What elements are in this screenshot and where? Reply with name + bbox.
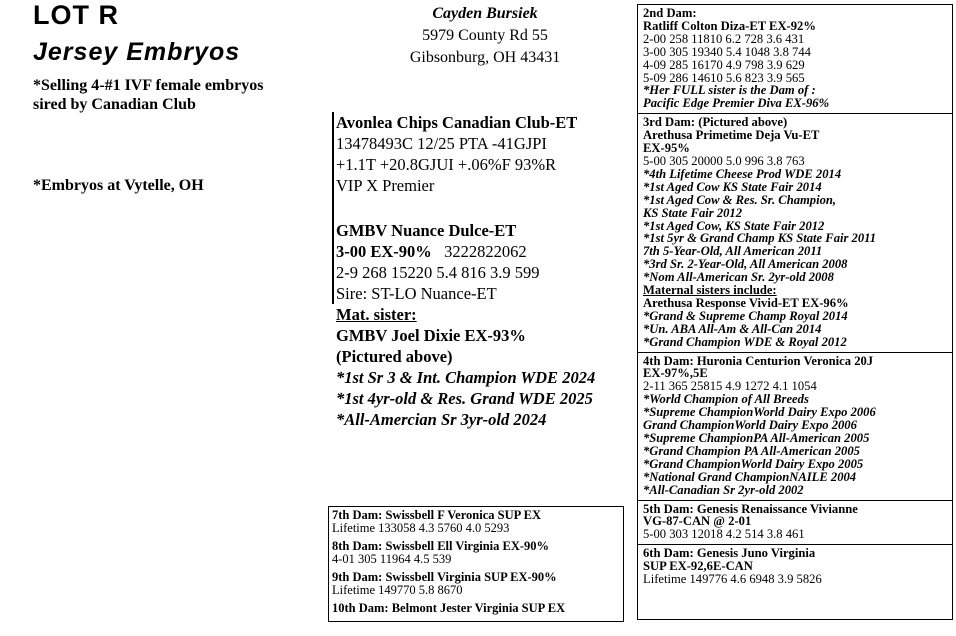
ancestor-title: 8th Dam: Swissbell Ell Virginia EX-90% <box>332 539 550 553</box>
consignor-city: Gibsonburg, OH 43431 <box>409 49 561 66</box>
lot-description-line: *Selling 4-#1 IVF female embryos <box>33 77 264 94</box>
mat-sister-award: *1st Sr 3 & Int. Champion WDE 2024 <box>336 368 596 387</box>
dam-block <box>332 220 595 304</box>
mat-sister-block <box>332 304 595 430</box>
fifth-dam-class: VG-87-CAN @ 2-01 <box>643 514 752 529</box>
fourth-dam-award: *Supreme ChampionPA All-American 2005 <box>643 431 870 445</box>
sire-name: Avonlea Chips Canadian Club-ET <box>336 113 578 132</box>
mat-sister-award: *All-Amercian Sr 3yr-old 2024 <box>336 410 547 429</box>
maternal-sister-award: *Grand Champion WDE & Royal 2012 <box>643 334 847 349</box>
second-dam-record: 4-09 285 16170 4.9 798 3.9 629 <box>643 57 805 72</box>
embryo-location: *Embryos at Vytelle, OH <box>33 177 204 194</box>
consignor-block <box>395 3 575 69</box>
maternal-sisters-label: Maternal sisters include: <box>643 283 777 298</box>
sire-line: VIP X Premier <box>336 176 435 195</box>
third-dam-award: KS State Fair 2012 <box>643 205 743 220</box>
third-dam-award: 7th 5-Year-Old, All American 2011 <box>643 244 823 259</box>
ancestor-entry <box>332 602 623 615</box>
lot-title: LOT R <box>33 0 119 30</box>
ancestor-record: Lifetime 149770 5.8 8670 <box>332 583 463 597</box>
third-dam-award: *1st Aged Cow & Res. Sr. Champion, <box>643 192 837 207</box>
ancestor-title: 9th Dam: Swissbell Virginia SUP EX-90% <box>332 570 557 584</box>
fourth-dam-record: 2-11 365 25815 4.9 1272 4.1 1054 <box>643 379 817 394</box>
mat-sister-award: *1st 4yr-old & Res. Grand WDE 2025 <box>336 389 593 408</box>
maternal-sister-award: *Un. ABA All-Am & All-Can 2014 <box>643 321 822 336</box>
third-dam-award: *1st 5yr & Grand Champ KS State Fair 2011 <box>643 231 877 246</box>
maternal-sister-name: Arethusa Response Vivid-ET EX-96% <box>643 295 849 310</box>
fourth-dam-award: *Supreme ChampionWorld Dairy Expo 2006 <box>643 405 876 420</box>
ancestor-title: 7th Dam: Swissbell F Veronica SUP EX <box>332 508 542 522</box>
dam-line: 2-9 268 15220 5.4 816 3.9 599 <box>336 263 540 282</box>
fourth-dam-class: EX-97%,5E <box>643 366 708 381</box>
consignor-name: Cayden Bursiek <box>432 5 538 22</box>
second-dam-note: *Her FULL sister is the Dam of : <box>643 83 816 98</box>
dam-class-line <box>336 241 595 262</box>
maternal-sister-award: *Grand & Supreme Champ Royal 2014 <box>643 308 848 323</box>
ancestor-entry <box>332 509 623 535</box>
lot-description <box>33 76 263 114</box>
third-dam-award: *1st Aged Cow, KS State Fair 2012 <box>643 218 825 233</box>
divider <box>638 500 953 501</box>
fourth-dam-award: *Grand ChampionWorld Dairy Expo 2005 <box>643 456 864 471</box>
second-dam-record: 2-00 258 11810 6.2 728 3.6 431 <box>643 31 805 46</box>
fourth-dam-award: *National Grand ChampionNAILE 2004 <box>643 469 857 484</box>
mat-sister-note: (Pictured above) <box>336 347 453 366</box>
consignor-address: 5979 County Rd 55 <box>422 27 548 44</box>
second-dam-note: Pacific Edge Premier Diva EX-96% <box>643 96 830 111</box>
fourth-dam-award: Grand ChampionWorld Dairy Expo 2006 <box>643 418 857 433</box>
third-dam-record: 5-00 305 20000 5.0 996 3.8 763 <box>643 153 805 168</box>
fourth-dam-name: 4th Dam: Huronia Centurion Veronica 20J <box>643 353 874 368</box>
divider <box>638 544 953 545</box>
sire-line: 13478493C 12/25 PTA -41GJPI <box>336 134 547 153</box>
third-dam-award: *Nom All-American Sr. 2yr-old 2008 <box>643 270 834 285</box>
dam-lineage-box <box>637 4 953 620</box>
ancestor-record: 4-01 305 11964 4.5 539 <box>332 552 452 566</box>
sire-block <box>332 112 595 220</box>
ancestor-entry <box>332 540 623 566</box>
fourth-dam-award: *All-Canadian Sr 2yr-old 2002 <box>643 482 804 497</box>
dam-registration: 3222822062 <box>444 242 527 261</box>
dam-line: Sire: ST-LO Nuance-ET <box>336 284 497 303</box>
divider <box>638 352 953 353</box>
mat-sister-name: GMBV Joel Dixie EX-93% <box>336 326 526 345</box>
third-dam-award: *4th Lifetime Cheese Prod WDE 2014 <box>643 166 842 181</box>
ancestor-entry <box>332 571 623 597</box>
third-dam-name: Arethusa Primetime Deja Vu-ET <box>643 128 820 143</box>
second-dam-record: 3-00 305 19340 5.4 1048 3.8 744 <box>643 44 811 59</box>
dam-classification: 3-00 EX-90% <box>336 242 432 261</box>
pedigree <box>332 112 595 430</box>
third-dam-award: *3rd Sr. 2-Year-Old, All American 2008 <box>643 257 848 272</box>
third-dam-award: *1st Aged Cow KS State Fair 2014 <box>643 179 822 194</box>
ancestors-box <box>328 506 624 622</box>
third-dam-label: 3rd Dam: (Pictured above) <box>643 115 788 130</box>
second-dam-name: Ratliff Colton Diza-ET EX-92% <box>643 18 816 33</box>
sixth-dam-record: Lifetime 149776 4.6 6948 3.9 5826 <box>643 572 822 587</box>
third-dam-class: EX-95% <box>643 141 690 156</box>
divider <box>638 113 953 114</box>
ancestor-title: 10th Dam: Belmont Jester Virginia SUP EX <box>332 601 566 615</box>
second-dam-record: 5-09 286 14610 5.6 823 3.9 565 <box>643 70 805 85</box>
fifth-dam-record: 5-00 303 12018 4.2 514 3.8 461 <box>643 527 805 542</box>
lot-description-line: sired by Canadian Club <box>33 96 196 113</box>
fifth-dam-name: 5th Dam: Genesis Renaissance Vivianne <box>643 501 858 516</box>
sixth-dam-name: 6th Dam: Genesis Juno Virginia <box>643 546 816 561</box>
fourth-dam-award: *Grand Champion PA All-American 2005 <box>643 443 860 458</box>
sixth-dam-class: SUP EX-92,6E-CAN <box>643 559 753 574</box>
dam-name: GMBV Nuance Dulce-ET <box>336 221 517 240</box>
mat-sister-label: Mat. sister: <box>336 305 417 324</box>
sire-line: +1.1T +20.8GJUI +.06%F 93%R <box>336 155 557 174</box>
ancestor-record: Lifetime 133058 4.3 5760 4.0 5293 <box>332 521 510 535</box>
second-dam-label: 2nd Dam: <box>643 6 697 20</box>
lot-subtitle: Jersey Embryos <box>33 38 241 66</box>
fourth-dam-award: *World Champion of All Breeds <box>643 392 809 407</box>
